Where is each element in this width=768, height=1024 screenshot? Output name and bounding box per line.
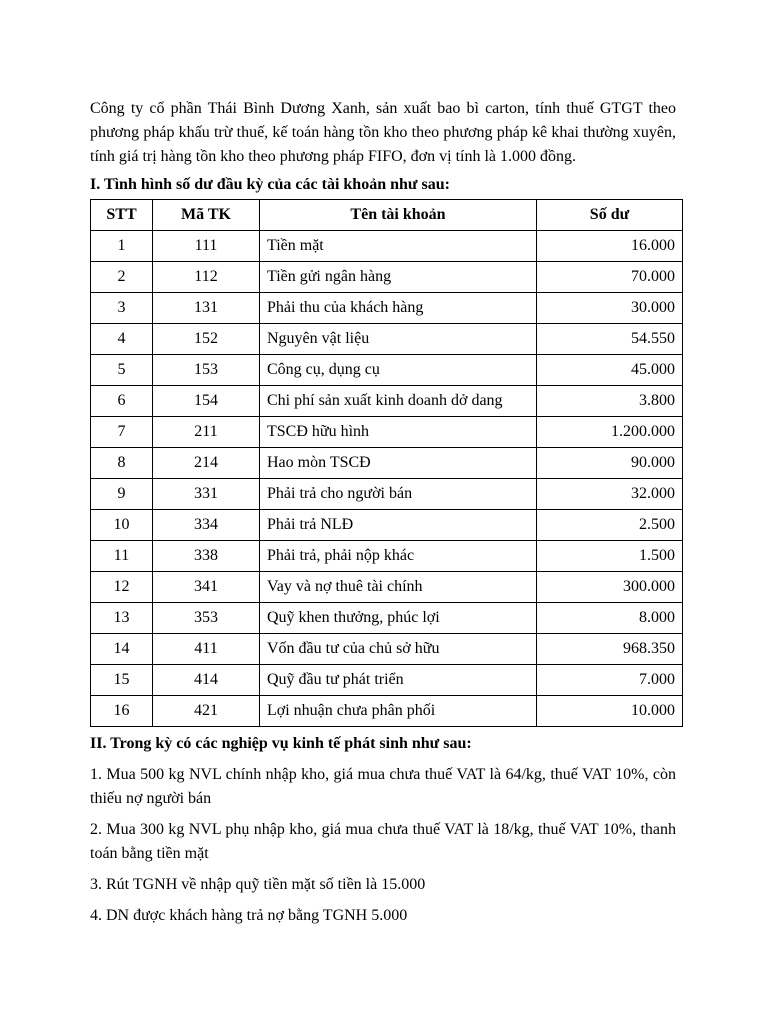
row-account-code: 353 — [153, 603, 260, 634]
row-account-code: 153 — [153, 355, 260, 386]
row-account-name: Phải trả, phải nộp khác — [260, 541, 537, 572]
row-stt: 8 — [91, 448, 153, 479]
row-account-name: Quỹ khen thưởng, phúc lợi — [260, 603, 537, 634]
row-balance: 16.000 — [537, 231, 683, 262]
row-stt: 7 — [91, 417, 153, 448]
opening-balance-table — [90, 199, 683, 727]
table-row — [91, 541, 683, 572]
table-row — [91, 355, 683, 386]
row-account-code: 341 — [153, 572, 260, 603]
table-row — [91, 262, 683, 293]
row-balance: 90.000 — [537, 448, 683, 479]
row-balance: 8.000 — [537, 603, 683, 634]
row-account-name: Nguyên vật liệu — [260, 324, 537, 355]
intro-paragraph: Công ty cổ phần Thái Bình Dương Xanh, sản xuất bao bì carton, tính thuế GTGT theo phương pháp khấu trừ thuế, kế toán hàng tồn kho theo phương pháp kê khai thường xuyên, tính giá trị hàng tồn kho theo phương pháp FIFO, đơn vị tính là 1.000 đồng. — [90, 100, 676, 165]
row-account-name: Lợi nhuận chưa phân phối — [260, 696, 537, 727]
row-account-code: 211 — [153, 417, 260, 448]
row-stt: 10 — [91, 510, 153, 541]
row-balance: 45.000 — [537, 355, 683, 386]
row-account-name: Phải trả cho người bán — [260, 479, 537, 510]
table-row — [91, 603, 683, 634]
row-stt: 11 — [91, 541, 153, 572]
table-row — [91, 324, 683, 355]
row-account-code: 154 — [153, 386, 260, 417]
row-stt: 6 — [91, 386, 153, 417]
row-account-code: 411 — [153, 634, 260, 665]
row-stt: 4 — [91, 324, 153, 355]
row-account-name: Vốn đầu tư của chủ sở hữu — [260, 634, 537, 665]
row-balance: 300.000 — [537, 572, 683, 603]
table-row — [91, 665, 683, 696]
row-balance: 1.200.000 — [537, 417, 683, 448]
row-balance: 7.000 — [537, 665, 683, 696]
row-account-name: Chi phí sản xuất kinh doanh dở dang — [260, 386, 537, 417]
header-account-name: Tên tài khoản — [260, 200, 537, 231]
header-account-code: Mã TK — [153, 200, 260, 231]
row-stt: 2 — [91, 262, 153, 293]
row-account-code: 338 — [153, 541, 260, 572]
row-balance: 54.550 — [537, 324, 683, 355]
table-row — [91, 386, 683, 417]
row-account-code: 331 — [153, 479, 260, 510]
table-row — [91, 479, 683, 510]
table-row — [91, 448, 683, 479]
row-account-code: 112 — [153, 262, 260, 293]
row-balance: 32.000 — [537, 479, 683, 510]
row-stt: 3 — [91, 293, 153, 324]
transaction-list — [90, 763, 676, 928]
table-row — [91, 417, 683, 448]
row-balance: 968.350 — [537, 634, 683, 665]
row-stt: 14 — [91, 634, 153, 665]
row-account-code: 334 — [153, 510, 260, 541]
row-balance: 3.800 — [537, 386, 683, 417]
row-account-name: Phải thu của khách hàng — [260, 293, 537, 324]
table-row — [91, 293, 683, 324]
section-2-heading: II. Trong kỳ có các nghiệp vụ kinh tế phát sinh như sau: — [90, 735, 472, 752]
row-account-code: 111 — [153, 231, 260, 262]
transaction-item: 4. DN được khách hàng trả nợ bằng TGNH 5.000 — [90, 907, 408, 924]
row-stt: 16 — [91, 696, 153, 727]
row-account-name: Công cụ, dụng cụ — [260, 355, 537, 386]
row-balance: 1.500 — [537, 541, 683, 572]
table-body — [91, 231, 683, 727]
table-header-row — [91, 200, 683, 231]
row-account-name: Vay và nợ thuê tài chính — [260, 572, 537, 603]
row-account-name: Tiền gửi ngân hàng — [260, 262, 537, 293]
row-account-name: Quỹ đầu tư phát triển — [260, 665, 537, 696]
table-row — [91, 634, 683, 665]
row-stt: 5 — [91, 355, 153, 386]
row-stt: 13 — [91, 603, 153, 634]
transaction-item: 1. Mua 500 kg NVL chính nhập kho, giá mua chưa thuế VAT là 64/kg, thuế VAT 10%, còn thiếu nợ người bán — [90, 766, 676, 807]
row-account-name: TSCĐ hữu hình — [260, 417, 537, 448]
document-page — [90, 97, 676, 935]
table-row — [91, 231, 683, 262]
row-account-code: 131 — [153, 293, 260, 324]
row-stt: 12 — [91, 572, 153, 603]
row-account-name: Phải trả NLĐ — [260, 510, 537, 541]
row-stt: 15 — [91, 665, 153, 696]
row-account-code: 421 — [153, 696, 260, 727]
table-row — [91, 696, 683, 727]
table-row — [91, 510, 683, 541]
row-account-name: Hao mòn TSCĐ — [260, 448, 537, 479]
row-balance: 2.500 — [537, 510, 683, 541]
transaction-item: 3. Rút TGNH về nhập quỹ tiền mặt số tiền là 15.000 — [90, 876, 426, 893]
header-balance: Số dư — [537, 200, 683, 231]
row-account-code: 214 — [153, 448, 260, 479]
row-balance: 10.000 — [537, 696, 683, 727]
header-stt: STT — [91, 200, 153, 231]
row-balance: 30.000 — [537, 293, 683, 324]
row-balance: 70.000 — [537, 262, 683, 293]
row-account-code: 152 — [153, 324, 260, 355]
transaction-item: 2. Mua 300 kg NVL phụ nhập kho, giá mua chưa thuế VAT là 18/kg, thuế VAT 10%, thanh toán bằng tiền mặt — [90, 821, 676, 862]
row-account-name: Tiền mặt — [260, 231, 537, 262]
section-1-heading: I. Tình hình số dư đầu kỳ của các tài khoản như sau: — [90, 176, 450, 193]
table-row — [91, 572, 683, 603]
row-stt: 1 — [91, 231, 153, 262]
row-account-code: 414 — [153, 665, 260, 696]
row-stt: 9 — [91, 479, 153, 510]
